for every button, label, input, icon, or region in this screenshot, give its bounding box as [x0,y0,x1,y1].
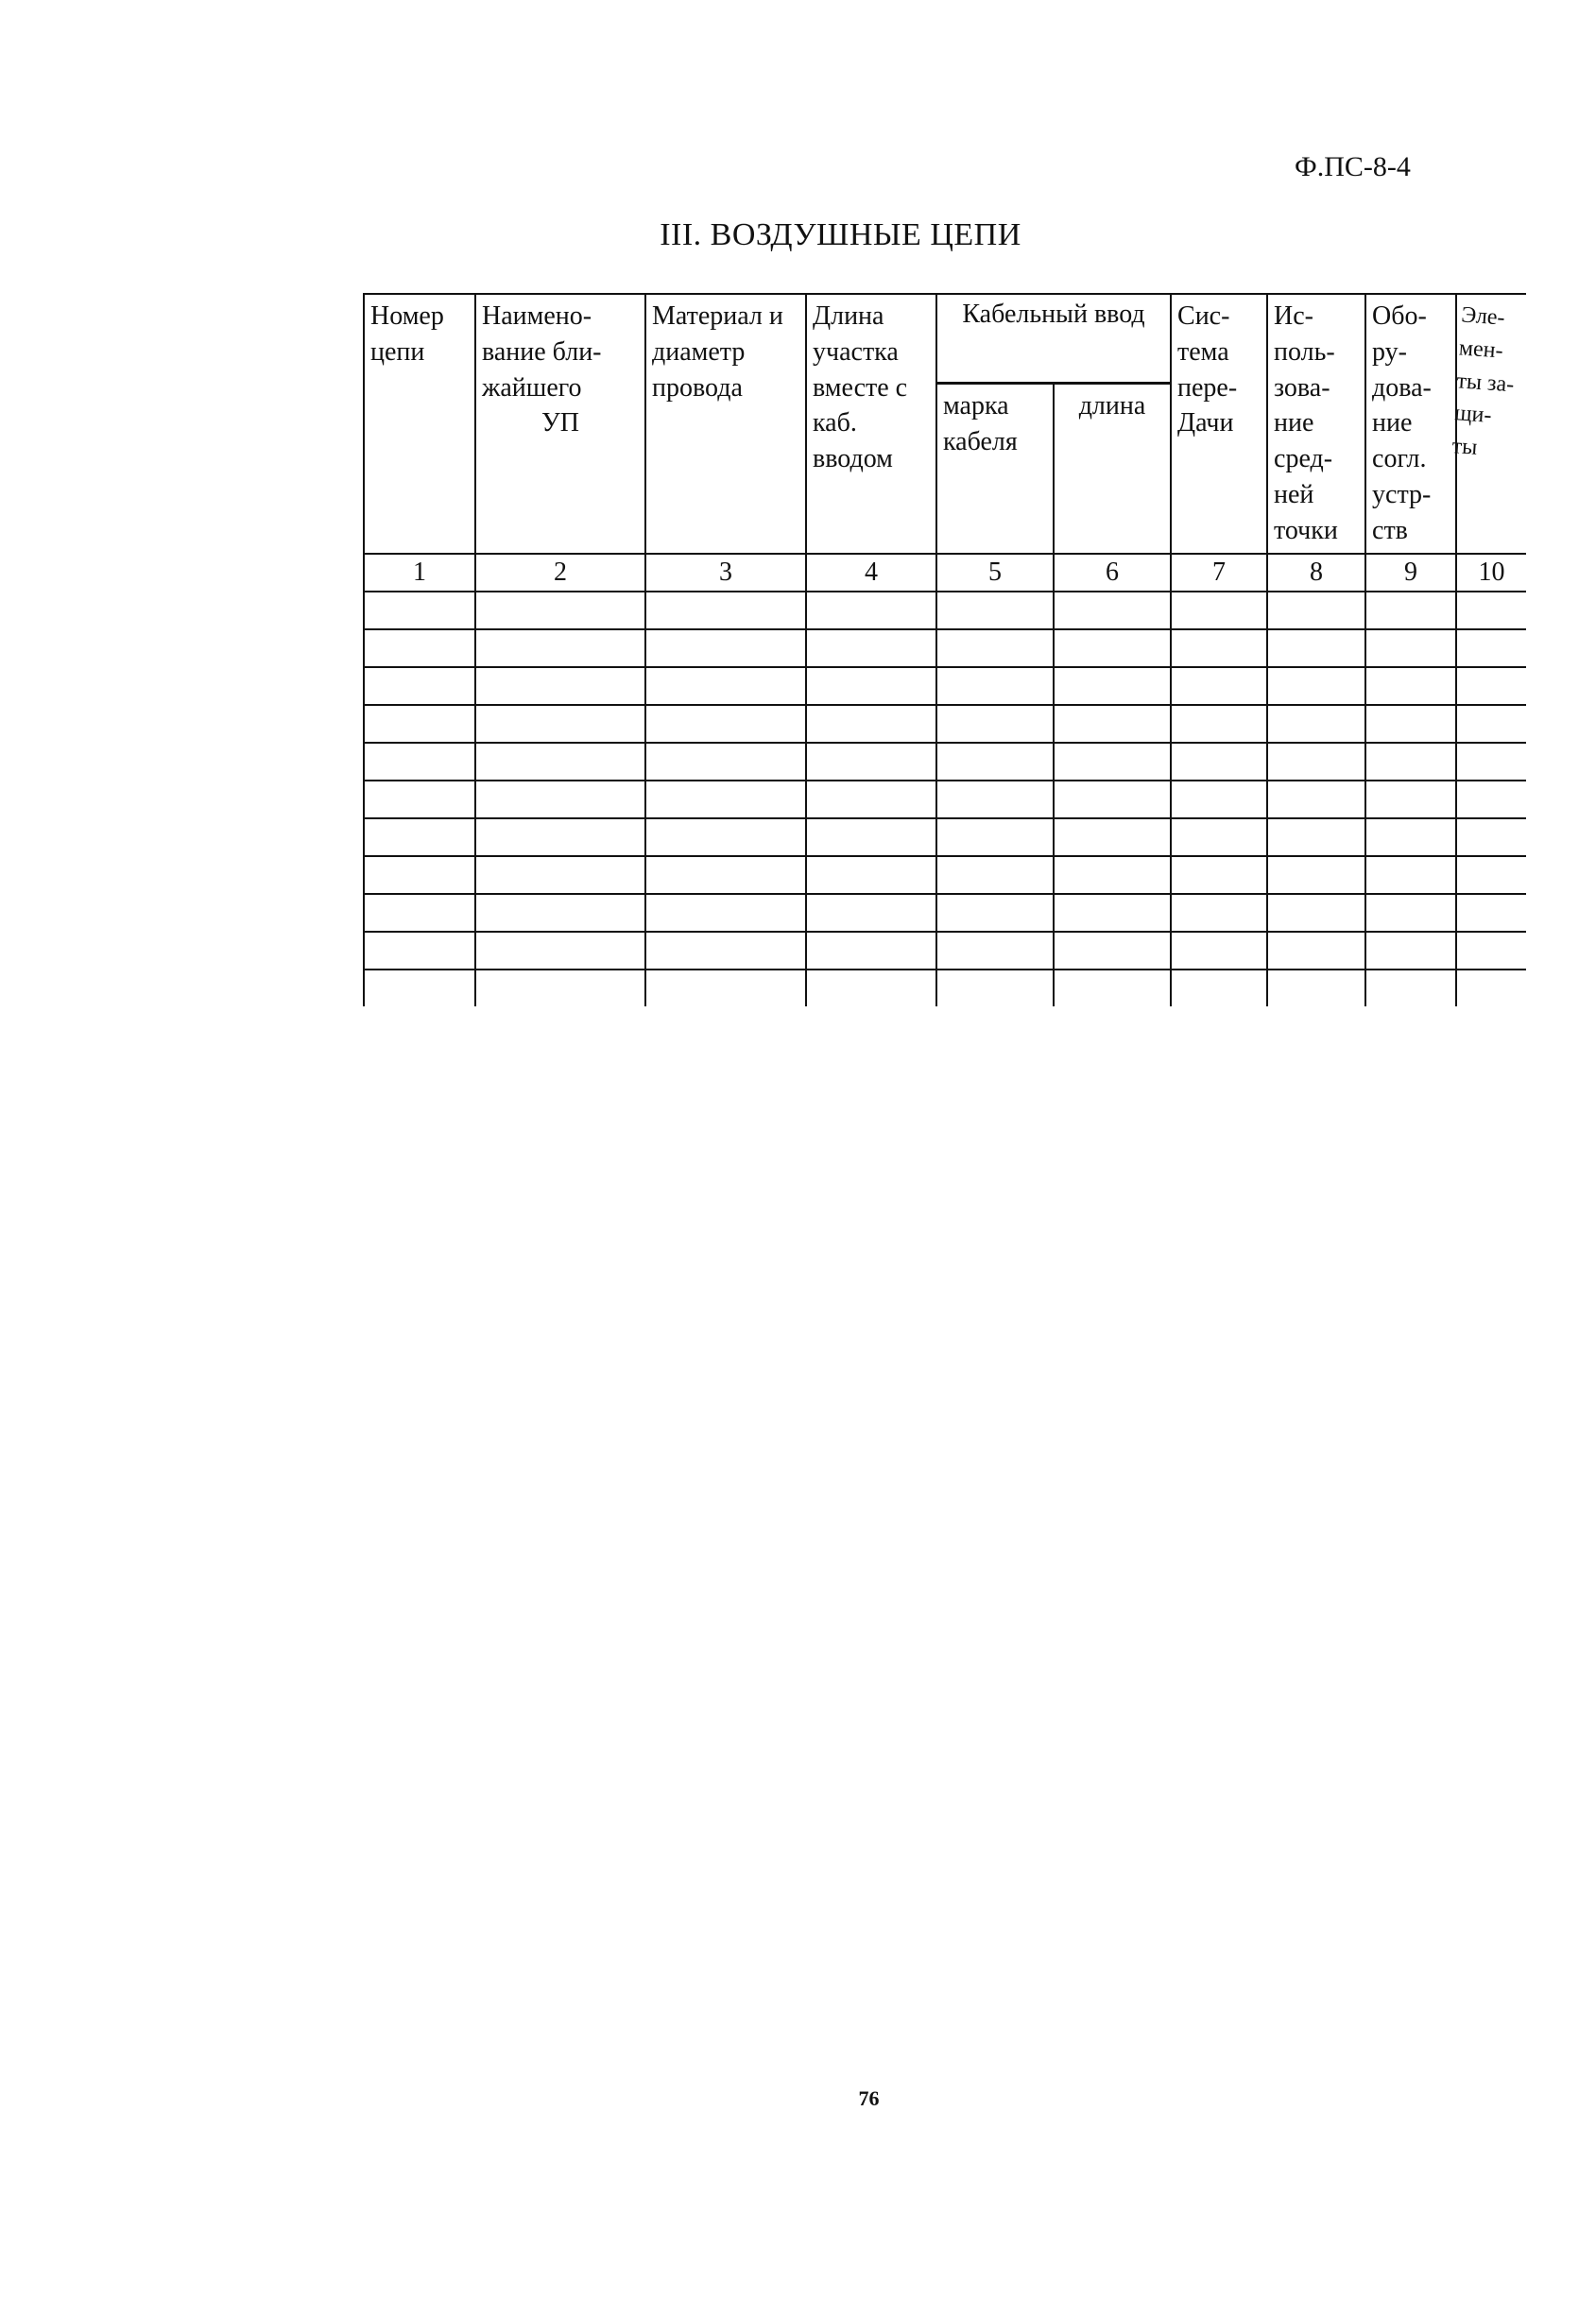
table-cell [1365,856,1456,894]
table-cell [364,629,475,667]
table-cell [1267,667,1365,705]
blank-rows [364,592,1526,1006]
table-cell [475,856,645,894]
table-cell [1365,705,1456,743]
table-cell [1267,970,1365,1006]
table-cell [1456,856,1526,894]
table-cell [1456,592,1526,629]
table-cell [936,818,1054,856]
column-number: 5 [936,554,1054,592]
table-cell [1456,932,1526,970]
table-cell [364,743,475,781]
column-number-row [364,554,1526,592]
table-cell [1365,970,1456,1006]
header-nearest-station [475,294,645,554]
table-cell [936,894,1054,932]
table-row [364,781,1526,818]
document-title: III. ВОЗДУШНЫЕ ЦЕПИ [660,217,1021,252]
table-cell [1267,592,1365,629]
table-cell [806,743,936,781]
table-cell [1267,629,1365,667]
table-cell [364,705,475,743]
table-row [364,856,1526,894]
table-cell [1171,818,1267,856]
table-cell [1171,667,1267,705]
table-cell [645,932,806,970]
table-cell [1267,818,1365,856]
table-cell [936,667,1054,705]
table-cell [1054,970,1171,1006]
table-cell [1171,629,1267,667]
table-cell [475,629,645,667]
table-cell [645,592,806,629]
table-row [364,743,1526,781]
table-row [364,592,1526,629]
table-cell [806,781,936,818]
header-nearest-station-line-1: Наимено- [482,301,592,331]
table-cell [1171,894,1267,932]
table-cell [645,629,806,667]
table-cell [645,743,806,781]
table-cell [475,667,645,705]
table-row [364,818,1526,856]
column-number: 2 [475,554,645,592]
table-row [364,629,1526,667]
table-cell [806,667,936,705]
table-cell [645,781,806,818]
table-cell [1365,894,1456,932]
column-number: 10 [1456,554,1526,592]
header-section-length: Длина участка вместе с каб. вводом [806,294,936,554]
column-number: 1 [364,554,475,592]
header-matching-equipment: Обо- ру- дова- ние согл. устр- ств [1365,294,1456,554]
table-cell [1456,629,1526,667]
header-row [364,294,1526,384]
table-cell [1267,781,1365,818]
table-cell [475,894,645,932]
header-cable-brand: марка кабеля [936,384,1054,554]
table-cell [1365,629,1456,667]
table-cell [806,970,936,1006]
table-cell [1171,705,1267,743]
column-number: 8 [1267,554,1365,592]
table-cell [1456,667,1526,705]
table-cell [1456,818,1526,856]
table-cell [1456,894,1526,932]
table-cell [645,970,806,1006]
table-cell [1054,592,1171,629]
air-circuits-table [363,293,1526,1006]
table-cell [364,894,475,932]
table-row [364,970,1526,1006]
table-cell [936,781,1054,818]
page-number: 76 [858,2086,880,2110]
header-protection-elements: Эле- мен- ты за- щи- ты [1438,294,1526,558]
table-cell [1054,667,1171,705]
table-cell [936,592,1054,629]
table-cell [645,818,806,856]
table-cell [1456,743,1526,781]
table-cell [364,932,475,970]
table-cell [475,970,645,1006]
table-cell [475,818,645,856]
table-cell [1171,592,1267,629]
table-cell [1171,932,1267,970]
table-cell [1171,970,1267,1006]
table-cell [1267,705,1365,743]
table-cell [806,894,936,932]
table-cell [1456,970,1526,1006]
table-cell [1267,932,1365,970]
header-cable-entry: Кабельный ввод [936,294,1171,384]
table-cell [1267,856,1365,894]
header-transmission-system: Сис- тема пере- Дачи [1171,294,1267,554]
table-cell [936,856,1054,894]
table-cell [1456,781,1526,818]
table-cell [645,894,806,932]
table-row [364,932,1526,970]
table-cell [1054,629,1171,667]
table-cell [1054,856,1171,894]
column-number: 3 [645,554,806,592]
table-cell [364,856,475,894]
table-cell [1054,781,1171,818]
header-nearest-station-line-3: жайшего [482,372,582,403]
table-cell [645,667,806,705]
header-cable-length-label: длина [1078,391,1146,421]
table-cell [806,932,936,970]
header-circuit-number: Номер цепи [364,294,475,554]
column-number: 4 [806,554,936,592]
form-code: Ф.ПС-8-4 [1295,151,1411,182]
table-cell [806,592,936,629]
table-cell [1456,705,1526,743]
column-number: 9 [1365,554,1456,592]
table-cell [475,932,645,970]
table-cell [1054,932,1171,970]
table-cell [936,705,1054,743]
table-cell [1365,818,1456,856]
table-cell [1054,705,1171,743]
table-cell [475,592,645,629]
table-cell [806,818,936,856]
table-cell [364,970,475,1006]
table-cell [364,818,475,856]
table-cell [475,743,645,781]
table-row [364,667,1526,705]
table-cell [1365,743,1456,781]
table-cell [1267,894,1365,932]
header-midpoint-use: Ис- поль- зова- ние сред- ней точки [1267,294,1365,554]
table-row [364,705,1526,743]
table-cell [1365,781,1456,818]
table-cell [364,592,475,629]
table-cell [1267,743,1365,781]
table-cell [1171,781,1267,818]
header-nearest-station-line-2: вание бли- [482,336,602,367]
table-cell [475,781,645,818]
header-nearest-station-line-4: УП [541,408,580,438]
table-cell [645,705,806,743]
table-row [364,894,1526,932]
header-cable-length [1054,384,1171,554]
table-cell [1365,667,1456,705]
table-cell [1171,743,1267,781]
table-cell [475,705,645,743]
table-cell [1054,818,1171,856]
table-cell [936,743,1054,781]
table-cell [936,932,1054,970]
table-cell [936,629,1054,667]
table-cell [806,629,936,667]
table-cell [806,856,936,894]
table-cell [364,667,475,705]
header-wire-material: Материал и диаметр провода [645,294,806,554]
table-cell [645,856,806,894]
table-cell [806,705,936,743]
table-cell [936,970,1054,1006]
column-number: 6 [1054,554,1171,592]
table-cell [1054,743,1171,781]
table-cell [1054,894,1171,932]
table-cell [1365,592,1456,629]
column-number: 7 [1171,554,1267,592]
table-cell [364,781,475,818]
table-cell [1365,932,1456,970]
table-cell [1171,856,1267,894]
